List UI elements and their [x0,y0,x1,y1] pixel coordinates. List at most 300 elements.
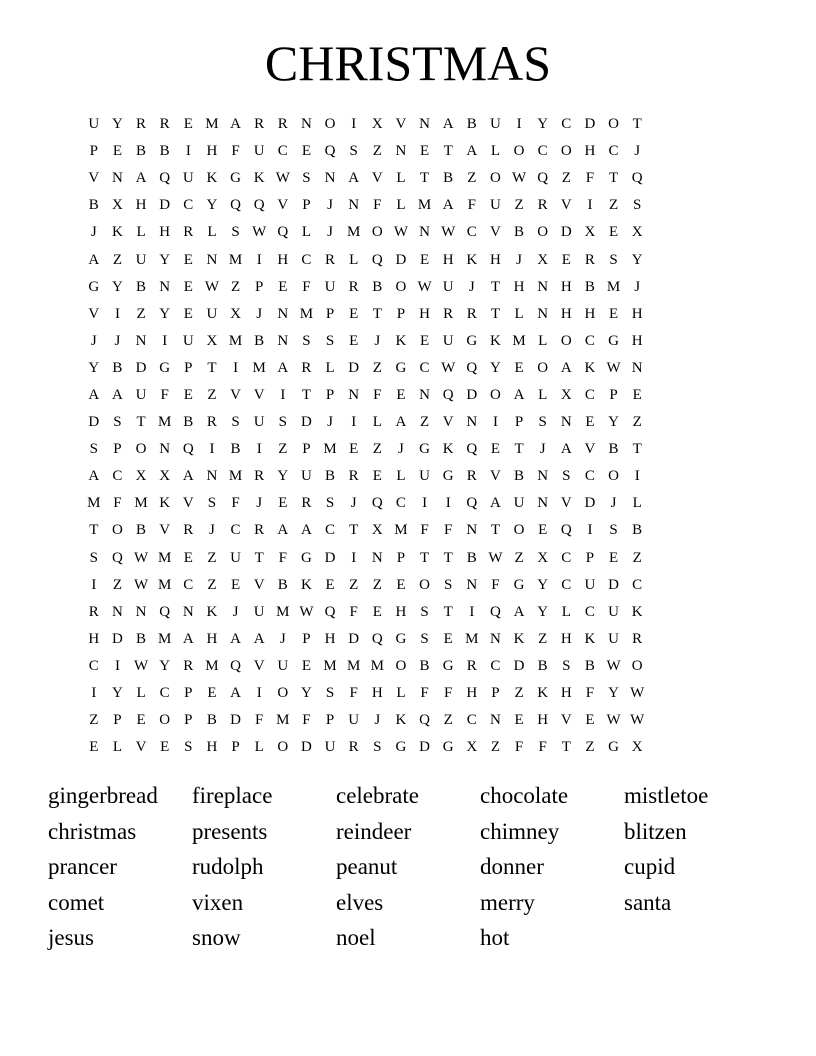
grid-letter: G [466,332,478,349]
grid-letter: U [442,332,454,349]
grid-letter: I [516,116,522,133]
grid-letter: M [87,495,101,512]
grid-letter: K [466,251,478,268]
grid-letter: J [398,441,404,458]
grid-letter: S [562,468,571,485]
grid-letter: Y [159,305,171,322]
grid-letter: P [255,278,264,295]
grid-letter: F [444,685,453,702]
grid-letter: Z [89,712,99,729]
grid-letter: P [113,441,122,458]
grid-letter: W [606,657,621,674]
word-list-item: vixen [192,889,244,915]
word-list-item: noel [336,925,376,951]
grid-letter: V [490,468,501,485]
grid-row [82,382,734,409]
grid-letter: C [537,143,548,160]
grid-letter: R [466,657,477,674]
grid-letter: W [133,657,149,674]
word-list-item: chocolate [480,783,569,808]
grid-letter: M [252,359,266,376]
grid-letter: X [206,332,218,349]
grid-row [82,436,734,463]
grid-letter: U [230,549,241,566]
grid-row [82,599,734,626]
grid-letter: H [159,224,171,241]
grid-letter: O [608,468,619,485]
grid-letter: A [88,251,100,268]
grid-letter: M [158,549,172,566]
grid-letter: C [466,712,477,729]
grid-letter: N [419,116,430,133]
grid-letter: L [207,224,217,241]
grid-row [82,355,734,382]
grid-letter: N [135,603,147,620]
grid-letter: A [301,522,312,539]
word-list [48,778,778,956]
grid-letter: R [254,468,265,485]
grid-letter: I [233,359,239,376]
grid-letter: G [513,576,525,593]
grid-letter: P [184,685,193,702]
grid-letter: B [443,170,454,187]
grid-letter: U [513,495,525,512]
grid-letter: P [585,549,595,566]
grid-letter: W [630,712,645,729]
grid-letter: A [230,630,241,647]
grid-letter: H [490,251,501,268]
grid-letter: T [443,143,453,160]
grid-letter: Q [277,224,289,241]
grid-letter: F [113,495,122,512]
grid-letter: H [206,143,218,160]
grid-row [82,192,734,219]
grid-letter: B [206,712,217,729]
grid-letter: P [609,386,618,403]
grid-letter: Z [514,197,524,214]
grid-letter: K [301,576,312,593]
grid-row [82,680,734,707]
grid-letter: H [560,278,572,295]
grid-letter: I [587,522,593,539]
grid-letter: E [419,332,430,349]
grid-letter: A [277,359,289,376]
grid-letter: E [396,576,406,593]
grid-letter: N [537,495,549,512]
grid-letter: M [228,332,243,349]
grid-letter: J [279,630,286,647]
grid-letter: E [608,224,619,241]
grid-letter: K [584,359,596,376]
grid-letter: V [442,414,454,431]
grid-letter: L [301,224,312,241]
grid-letter: J [374,332,381,349]
grid-letter: A [88,386,100,403]
grid-letter: M [394,522,408,539]
grid-row [82,626,734,653]
grid-row [82,490,734,517]
grid-letter: D [112,630,123,647]
grid-letter: M [465,630,479,647]
grid-letter: I [256,441,262,458]
word-list-item: mistletoe [624,783,709,808]
grid-letter: U [253,414,265,431]
grid-letter: L [396,685,406,702]
grid-letter: K [253,170,265,187]
grid-letter: I [256,251,262,268]
grid-letter: S [89,549,98,566]
grid-letter: B [632,522,643,539]
grid-letter: C [561,576,572,593]
grid-letter: Z [230,278,241,295]
grid-letter: L [538,332,548,349]
grid-row [82,463,734,490]
grid-row [82,734,734,761]
grid-letter: Z [349,576,359,593]
grid-letter: J [468,278,475,295]
grid-letter: N [466,576,478,593]
grid-letter: F [278,549,287,566]
grid-letter: B [514,224,525,241]
grid-letter: T [561,739,571,756]
grid-letter: N [348,197,360,214]
grid-letter: H [584,305,596,322]
page-title: CHRISTMAS [264,35,552,91]
grid-letter: Z [112,251,123,268]
grid-letter: G [608,332,619,349]
grid-letter: Q [371,251,383,268]
grid-letter: N [112,603,123,620]
grid-letter: X [112,197,123,214]
word-list-item: elves [336,889,384,915]
grid-letter: E [585,712,595,729]
grid-letter: B [159,143,170,160]
grid-letter: A [135,170,147,187]
grid-letter: Y [537,576,549,593]
grid-letter: W [393,224,409,241]
grid-letter: B [136,143,147,160]
grid-letter: M [276,603,290,620]
grid-letter: N [182,603,194,620]
grid-letter: P [325,712,335,729]
grid-letter: G [419,441,430,458]
grid-letter: H [324,630,336,647]
grid-letter: Z [538,630,548,647]
grid-letter: C [490,657,501,674]
grid-letter: R [136,116,147,133]
grid-letter: Q [466,495,478,512]
grid-letter: F [255,712,264,729]
grid-letter: F [349,603,358,620]
grid-letter: K [206,170,218,187]
grid-letter: H [419,305,430,322]
grid-letter: O [490,170,501,187]
word-list-item: gingerbread [48,783,158,808]
grid-letter: Z [278,441,288,458]
grid-letter: S [278,414,287,431]
grid-letter: K [631,603,643,620]
grid-letter: X [537,251,549,268]
grid-letter: T [254,549,264,566]
grid-letter: R [443,305,454,322]
grid-letter: D [584,495,596,512]
grid-letter: D [324,549,336,566]
grid-letter: P [113,712,122,729]
grid-letter: E [349,441,359,458]
word-list-item: snow [192,925,241,951]
grid-letter: C [325,522,336,539]
grid-letter: Q [230,197,241,214]
grid-letter: P [514,414,524,431]
grid-letter: E [183,549,193,566]
grid-letter: Q [159,170,171,187]
grid-letter: G [442,739,454,756]
grid-letter: V [560,197,572,214]
grid-letter: G [88,278,100,295]
grid-letter: I [351,414,357,431]
grid-letter: H [395,603,407,620]
grid-letter: P [184,712,193,729]
grid-letter: N [135,332,147,349]
grid-letter: Q [182,441,194,458]
grid-letter: F [160,386,169,403]
grid-letter: C [561,116,572,133]
grid-letter: M [205,116,219,133]
grid-letter: I [422,495,428,512]
grid-letter: Y [112,685,123,702]
grid-letter: E [396,386,406,403]
grid-letter: E [136,712,146,729]
grid-letter: Y [159,251,171,268]
grid-letter: C [419,359,430,376]
grid-letter: Z [207,386,217,403]
grid-letter: T [514,441,524,458]
grid-letter: U [584,576,596,593]
grid-letter: E [349,332,359,349]
grid-letter: U [253,603,265,620]
grid-letter: N [560,414,572,431]
grid-letter: A [230,685,241,702]
grid-letter: O [513,522,525,539]
grid-letter: E [608,305,619,322]
grid-letter: O [560,143,572,160]
grid-letter: D [230,712,241,729]
grid-letter: E [538,522,548,539]
grid-letter: S [184,739,193,756]
grid-letter: N [206,468,218,485]
grid-letter: Z [585,739,595,756]
grid-letter: P [231,739,240,756]
grid-letter: S [373,739,382,756]
grid-letter: B [136,522,147,539]
grid-letter: F [444,522,453,539]
grid-letter: S [89,441,98,458]
grid-letter: N [466,414,478,431]
grid-letter: T [490,522,501,539]
grid-letter: Q [466,359,478,376]
grid-letter: L [632,495,642,512]
grid-letter: Y [112,278,123,295]
grid-letter: F [302,278,311,295]
grid-letter: E [183,305,193,322]
grid-letter: H [560,630,572,647]
grid-letter: W [252,224,267,241]
grid-letter: A [253,630,265,647]
grid-letter: Y [159,657,171,674]
grid-letter: M [417,197,432,214]
grid-letter: K [537,685,549,702]
grid-letter: J [539,441,546,458]
grid-letter: J [327,224,333,241]
grid-letter: Z [514,549,524,566]
grid-letter: O [395,657,407,674]
grid-letter: C [395,495,406,512]
grid-letter: O [135,441,147,458]
grid-letter: Z [136,305,146,322]
grid-letter: E [112,143,123,160]
grid-letter: R [348,278,359,295]
grid-letter: S [302,170,311,187]
grid-letter: Z [207,576,217,593]
grid-letter: T [349,522,359,539]
grid-letter: R [88,603,99,620]
grid-letter: Z [419,414,430,431]
grid-letter: C [584,386,595,403]
grid-letter: U [277,657,289,674]
grid-letter: L [538,386,548,403]
grid-letter: C [584,603,595,620]
grid-row [82,653,734,680]
grid-letter: Z [372,576,382,593]
grid-letter: U [608,630,619,647]
grid-letter: G [230,170,241,187]
grid-letter: N [466,522,478,539]
grid-letter: E [514,712,524,729]
grid-letter: X [466,739,478,756]
grid-letter: L [490,143,501,160]
grid-letter: T [136,414,146,431]
grid-letter: C [230,522,241,539]
grid-letter: H [135,197,147,214]
grid-letter: F [373,197,382,214]
grid-letter: T [207,359,217,376]
grid-letter: U [348,712,360,729]
grid-letter: M [276,712,290,729]
grid-letter: R [325,251,336,268]
grid-letter: W [630,685,645,702]
grid-letter: H [560,685,572,702]
grid-letter: F [538,739,547,756]
grid-letter: N [490,630,501,647]
grid-row [82,301,734,328]
grid-letter: A [466,143,478,160]
word-list-item: presents [192,818,268,844]
grid-letter: G [301,549,312,566]
grid-letter: H [560,305,572,322]
grid-letter: Y [277,468,289,485]
grid-letter: S [562,657,571,674]
grid-letter: W [441,359,456,376]
grid-letter: Y [608,414,619,431]
grid-letter: L [254,739,264,756]
grid-letter: C [88,657,99,674]
grid-row [82,274,734,301]
grid-letter: Z [514,685,524,702]
grid-letter: C [632,576,643,593]
grid-letter: T [608,170,619,187]
grid-letter: B [136,278,147,295]
grid-letter: F [302,712,311,729]
grid-letter: L [372,414,382,431]
grid-letter: G [159,359,171,376]
grid-row [82,545,734,572]
grid-letter: K [159,495,171,512]
grid-letter: S [420,603,429,620]
grid-letter: H [277,251,289,268]
grid-letter: F [585,685,595,702]
grid-letter: O [419,576,430,593]
grid-letter: T [372,305,382,322]
grid-letter: Z [443,712,453,729]
grid-letter: X [631,224,643,241]
grid-letter: O [159,712,171,729]
grid-letter: V [182,495,194,512]
grid-letter: K [584,630,596,647]
grid-letter: H [513,278,525,295]
grid-letter: J [90,332,97,349]
grid-letter: L [561,603,571,620]
grid-row [82,111,734,138]
grid-letter: O [537,359,549,376]
grid-letter: E [419,143,430,160]
grid-letter: E [160,739,170,756]
grid-letter: L [112,739,123,756]
grid-letter: B [514,468,525,485]
grid-letter: U [135,386,147,403]
grid-letter: A [490,495,501,512]
grid-letter: B [254,332,265,349]
grid-letter: E [608,549,619,566]
grid-letter: Z [112,576,123,593]
grid-letter: U [442,278,454,295]
grid-letter: Y [112,116,123,133]
grid-row [82,517,734,544]
grid-letter: C [561,549,572,566]
word-list-item: blitzen [624,818,687,844]
grid-letter: R [466,305,477,322]
grid-letter: S [538,414,547,431]
grid-row [82,707,734,734]
grid-row [82,246,734,273]
grid-letter: U [324,278,336,295]
grid-letter: Y [301,685,312,702]
grid-letter: M [512,332,526,349]
grid-letter: F [231,143,240,160]
grid-letter: N [419,386,430,403]
grid-letter: D [584,116,596,133]
grid-letter: E [632,386,642,403]
grid-letter: R [584,251,595,268]
grid-letter: A [560,359,572,376]
grid-letter: U [253,143,265,160]
grid-letter: V [584,441,596,458]
grid-letter: B [537,657,548,674]
grid-letter: P [325,305,335,322]
grid-letter: B [88,197,99,214]
grid-letter: M [228,251,243,268]
grid-letter: C [112,468,123,485]
grid-letter: X [371,522,383,539]
